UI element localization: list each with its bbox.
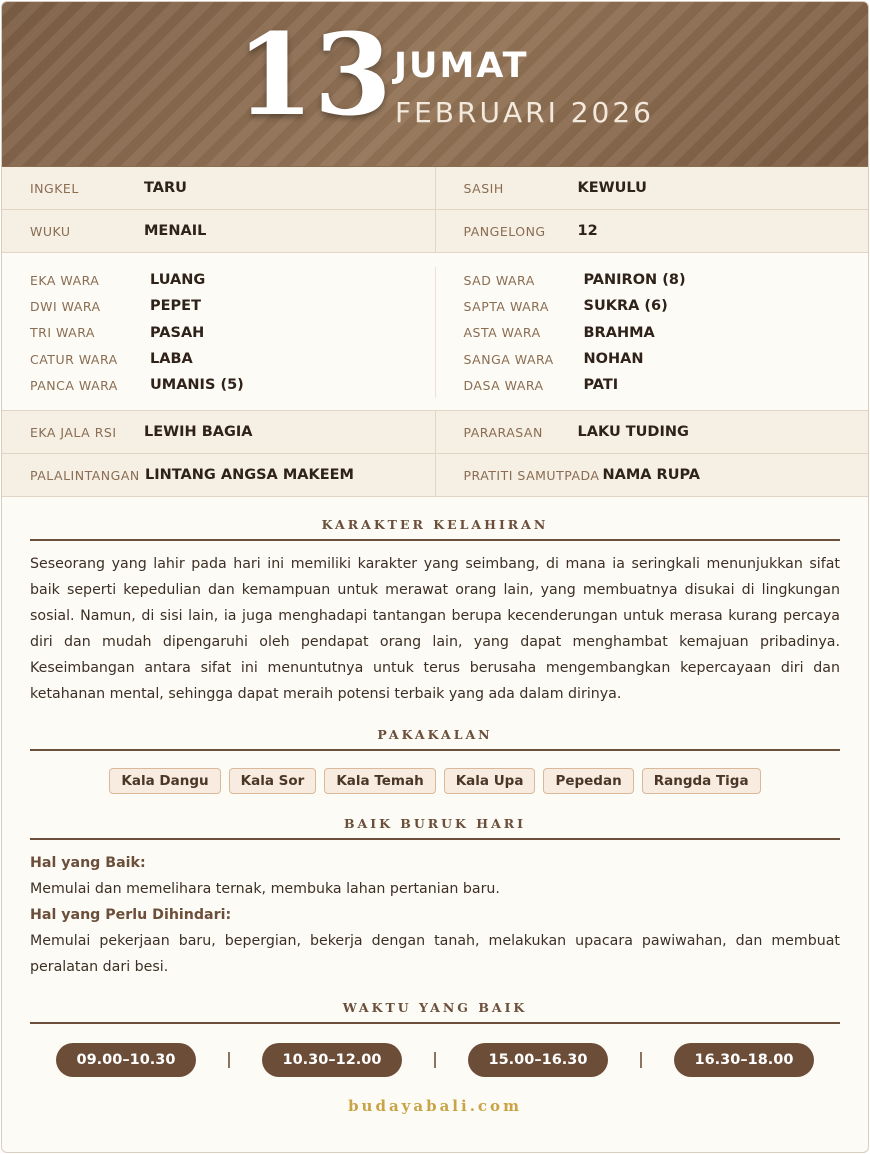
- info-value: LEWIH BAGIA: [144, 424, 253, 441]
- info-row-palalintangan-pratiti: [2, 454, 868, 497]
- info-value: MENAIL: [144, 223, 207, 239]
- site-footer-brand: budayabali.com: [348, 1097, 522, 1116]
- wara-row: [30, 267, 435, 293]
- time-separator: [228, 1052, 230, 1068]
- pakakalan-chip: Pepedan: [543, 768, 633, 794]
- day-name: JUMAT: [394, 46, 529, 86]
- wara-value: PEPET: [150, 298, 201, 315]
- info-cell-eka-jala-rsi: [2, 411, 435, 453]
- wara-label: DWI WARA: [30, 298, 101, 314]
- wara-row: [30, 372, 435, 398]
- pakakalan-chip: Kala Upa: [444, 768, 536, 794]
- wara-label: EKA WARA: [30, 272, 100, 288]
- wara-label: PANCA WARA: [30, 377, 118, 393]
- wara-row: [464, 267, 869, 293]
- wara-label: SAD WARA: [463, 272, 535, 288]
- time-slot-pill: 10.30–12.00: [262, 1043, 402, 1077]
- wara-label: CATUR WARA: [30, 351, 118, 367]
- wara-value: UMANIS (5): [150, 377, 244, 394]
- day-number: 13: [236, 10, 392, 141]
- info-value: 12: [577, 223, 598, 239]
- month-year: FEBRUARI 2026: [395, 96, 654, 129]
- time-separator: [640, 1052, 642, 1068]
- time-slot-pill: 15.00–16.30: [468, 1043, 608, 1077]
- info-cell-pangelong: [435, 210, 869, 252]
- info-cell-wuku: [2, 210, 435, 252]
- wara-row: [464, 346, 869, 372]
- info-value: TARU: [144, 180, 187, 196]
- wara-label: ASTA WARA: [463, 325, 541, 341]
- pakakalan-chips: [2, 768, 868, 794]
- info-value: LAKU TUDING: [577, 424, 689, 441]
- pakakalan-title: PAKAKALAN: [30, 727, 840, 751]
- wara-row: [30, 293, 435, 319]
- good-label: Hal yang Baik:: [30, 855, 146, 872]
- avoid-label: Hal yang Perlu Dihindari:: [30, 907, 232, 924]
- time-slot-pill: 16.30–18.00: [674, 1043, 814, 1077]
- info-cell-sasih: [435, 167, 869, 209]
- wara-row: [30, 320, 435, 346]
- avoid-text: Memulai pekerjaan baru, bepergian, bekerja dengan tanah, melakukan upacara pawiwahan, dan membuat peralatan dari besi.: [30, 933, 840, 976]
- info-label: WUKU: [30, 223, 71, 239]
- wara-value: PATI: [583, 377, 619, 394]
- calendar-card: [1, 1, 869, 1153]
- pakakalan-chip: Kala Sor: [229, 768, 317, 794]
- wara-label: TRI WARA: [30, 325, 95, 341]
- wara-label: DASA WARA: [463, 377, 544, 393]
- wara-column-left: [2, 267, 435, 398]
- info-label: PANGELONG: [463, 223, 546, 239]
- info-value: NAMA RUPA: [602, 467, 701, 484]
- info-label: EKA JALA RSI: [30, 424, 117, 440]
- wara-value: PASAH: [150, 324, 205, 341]
- wara-label: SANGA WARA: [463, 351, 554, 367]
- baik-buruk-content: [30, 850, 840, 980]
- info-label: INGKEL: [30, 180, 79, 196]
- wara-value: NOHAN: [583, 351, 644, 368]
- wara-row: [464, 293, 869, 319]
- info-row-ingkel-sasih: [2, 167, 868, 210]
- date-header: [2, 2, 868, 167]
- wara-row: [464, 372, 869, 398]
- karakter-title: KARAKTER KELAHIRAN: [30, 517, 840, 541]
- info-cell-pratiti-samutpada: [435, 454, 869, 496]
- wara-value: BRAHMA: [583, 324, 655, 341]
- info-label: PRATITI SAMUTPADA: [463, 467, 600, 483]
- info-value: KEWULU: [577, 180, 647, 196]
- wara-value: SUKRA (6): [583, 298, 668, 315]
- wara-label: SAPTA WARA: [463, 298, 549, 314]
- info-label: PARARASAN: [463, 424, 543, 440]
- karakter-text: Seseorang yang lahir pada hari ini memiliki karakter yang seimbang, di mana ia seringkali menunjukkan sifat baik seperti kepedulian dan kemampuan untuk merawat orang lain, yang membuatnya disukai di lingkungan sosial. Namun, di sisi lain, ia juga menghadapi tantangan berupa kecenderungan untuk merasa kurang percaya diri dan mudah dipengaruhi oleh pendapat orang lain, yang dapat menghambat kemajuan pribadinya. Keseimbangan antara sifat ini menuntutnya untuk terus berusaha mengembangkan kepercayaan diri dan ketahanan mental, sehingga dapat meraih potensi terbaik yang ada dalam dirinya.: [30, 556, 840, 703]
- wara-grid: [2, 253, 868, 411]
- time-separator: [434, 1052, 436, 1068]
- good-text: Memulai dan memelihara ternak, membuka lahan pertanian baru.: [30, 881, 500, 898]
- time-slot-pill: 09.00–10.30: [56, 1043, 196, 1077]
- wara-value: LABA: [150, 351, 193, 368]
- wara-value: LUANG: [150, 272, 206, 289]
- info-cell-palalintangan: [2, 454, 435, 496]
- info-cell-pararasan: [435, 411, 869, 453]
- pakakalan-chip: Kala Temah: [324, 768, 435, 794]
- time-slots: [2, 1043, 868, 1077]
- info-label: PALALINTANGAN: [30, 467, 140, 483]
- pakakalan-chip: Rangda Tiga: [642, 768, 761, 794]
- info-row-ekajala-pararasan: [2, 411, 868, 454]
- info-cell-ingkel: [2, 167, 435, 209]
- wara-value: PANIRON (8): [583, 272, 686, 289]
- baik-buruk-title: BAIK BURUK HARI: [30, 816, 840, 840]
- wara-row: [464, 320, 869, 346]
- info-value: LINTANG ANGSA MAKEEM: [145, 467, 354, 484]
- wara-column-right: [435, 267, 869, 398]
- wara-row: [30, 346, 435, 372]
- waktu-title: WAKTU YANG BAIK: [30, 1000, 840, 1024]
- pakakalan-chip: Kala Dangu: [109, 768, 220, 794]
- info-row-wuku-pangelong: [2, 210, 868, 253]
- info-label: SASIH: [463, 180, 504, 196]
